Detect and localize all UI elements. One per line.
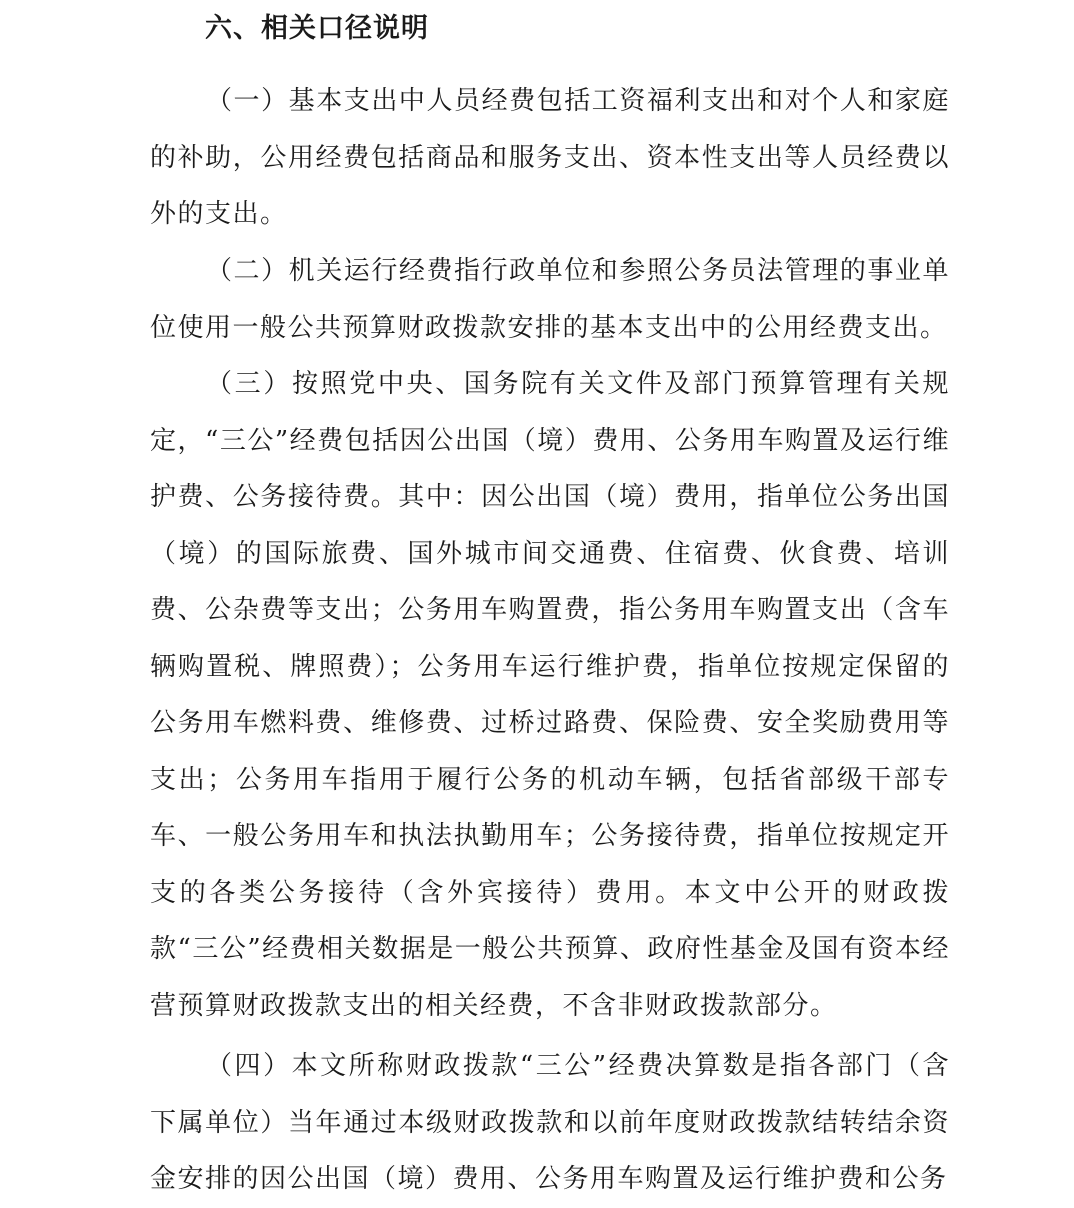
paragraph-basic-expenditure: （一）基本支出中人员经费包括工资福利支出和对个人和家庭的补助，公用经费包括商品和服务支出、资本性支出等人员经费以外的支出。 xyxy=(150,86,950,229)
section-heading: 六、相关口径说明 xyxy=(205,13,429,44)
paragraph-final-accounts: （四）本文所称财政拨款“三公”经费决算数是指各部门（含下属单位）当年通过本级财政拨款和以前年度财政拨款结转结余资金安排的因公出国（境）费用、公务用车购置及运行维护费和公务 xyxy=(150,1051,950,1194)
paragraph-operating-expenses: （二）机关运行经费指行政单位和参照公务员法管理的事业单位使用一般公共预算财政拨款安排的基本支出中的公用经费支出。 xyxy=(150,256,950,343)
paragraph-three-public-expenses: （三）按照党中央、国务院有关文件及部门预算管理有关规定，“三公”经费包括因公出国（境）费用、公务用车购置及运行维护费、公务接待费。其中：因公出国（境）费用，指单位公务出国（境）的国际旅费、国外城市间交通费、住宿费、伙食费、培训费、公杂费等支出；公务用车购置费，指公务用车购置支出（含车辆购置税、牌照费）；公务用车运行维护费，指单位按规定保留的公务用车燃料费、维修费、过桥过路费、保险费、安全奖励费用等支出；公务用车指用于履行公务的机动车辆，包括省部级干部专车、一般公务用车和执法执勤用车；公务接待费，指单位按规定开支的各类公务接待（含外宾接待）费用。本文中公开的财政拨款“三公”经费相关数据是一般公共预算、政府性基金及国有资本经营预算财政拨款支出的相关经费，不含非财政拨款部分。 xyxy=(150,369,950,1021)
